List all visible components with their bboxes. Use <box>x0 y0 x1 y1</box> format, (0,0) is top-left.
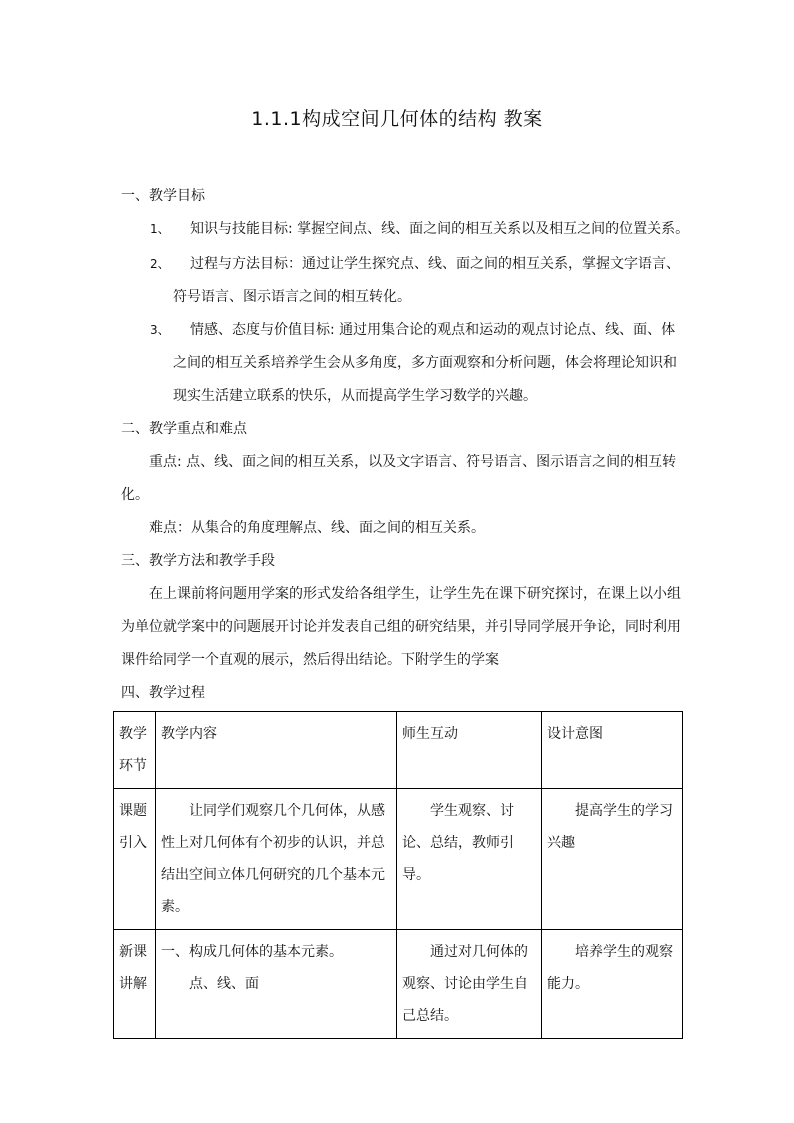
row-interaction: 学生观察、讨论、总结，教师引导。 <box>397 789 542 930</box>
difficulty-text: 难点：从集合的角度理解点、线、面之间的相互关系。 <box>149 520 485 536</box>
row-intent: 培养学生的观察能力。 <box>542 930 683 1039</box>
table-header-row <box>114 712 683 789</box>
row-content: 让同学们观察几个几何体，从感性上对几何体有个初步的认识，并总结出空间立体几何研究的几个基本元素。 <box>156 789 397 930</box>
header-stage: 教学环节 <box>114 712 156 789</box>
objective-text: 之间的相互关系培养学生会从多角度，多方面观察和分析问题，体会将理论知识和 <box>173 355 677 371</box>
header-intent: 设计意图 <box>542 712 683 789</box>
objective-text: 现实生活建立联系的快乐，从而提高学生学习数学的兴趣。 <box>173 388 537 404</box>
section-heading-methods: 三、教学方法和教学手段 <box>121 553 275 569</box>
table-row <box>114 789 683 930</box>
key-point-text: 重点: 点、线、面之间的相互关系，以及文字语言、符号语言、图示语言之间的相互转 <box>149 454 677 470</box>
methods-text: 在上课前将问题用学案的形式发给各组学生，让学生先在课下研究探讨，在课上以小组 <box>149 586 681 602</box>
content-heading: 一、构成几何体的基本元素。 <box>161 944 343 960</box>
objective-text: 过程与方法目标：通过让学生探究点、线、面之间的相互关系，掌握文字语言、 <box>190 256 680 272</box>
item-number: 3、 <box>150 323 170 337</box>
section-heading-process: 四、教学过程 <box>121 685 205 701</box>
content-subitem: 点、线、面 <box>189 976 259 992</box>
document-title: 1.1.1构成空间几何体的结构 教案 <box>251 108 543 130</box>
objective-text: 情感、态度与价值目标: 通过用集合论的观点和运动的观点讨论点、线、面、体 <box>190 322 676 338</box>
item-number: 2、 <box>150 257 170 271</box>
row-stage: 新课讲解 <box>114 930 156 1039</box>
row-intent: 提高学生的学习兴趣 <box>542 789 683 930</box>
methods-text: 为单位就学案中的问题展开讨论并发表自己组的研究结果，并引导同学展开争论，同时利用 <box>121 619 681 635</box>
lesson-process-table <box>113 711 683 1039</box>
row-content <box>156 930 397 1039</box>
section-heading-objectives: 一、教学目标 <box>121 188 205 204</box>
methods-text: 课件给同学一个直观的展示，然后得出结论。下附学生的学案 <box>121 652 499 668</box>
header-interaction: 师生互动 <box>397 712 542 789</box>
row-interaction: 通过对几何体的观察、讨论由学生自己总结。 <box>397 930 542 1039</box>
row-stage: 课题引入 <box>114 789 156 930</box>
item-number: 1、 <box>150 222 170 236</box>
table-row <box>114 930 683 1039</box>
section-heading-key-points: 二、教学重点和难点 <box>121 421 247 437</box>
objective-text: 符号语言、图示语言之间的相互转化。 <box>173 289 411 305</box>
objective-text: 知识与技能目标: 掌握空间点、线、面之间的相互关系以及相互之间的位置关系。 <box>190 221 690 237</box>
header-content: 教学内容 <box>156 712 397 789</box>
key-point-text: 化。 <box>121 487 149 503</box>
